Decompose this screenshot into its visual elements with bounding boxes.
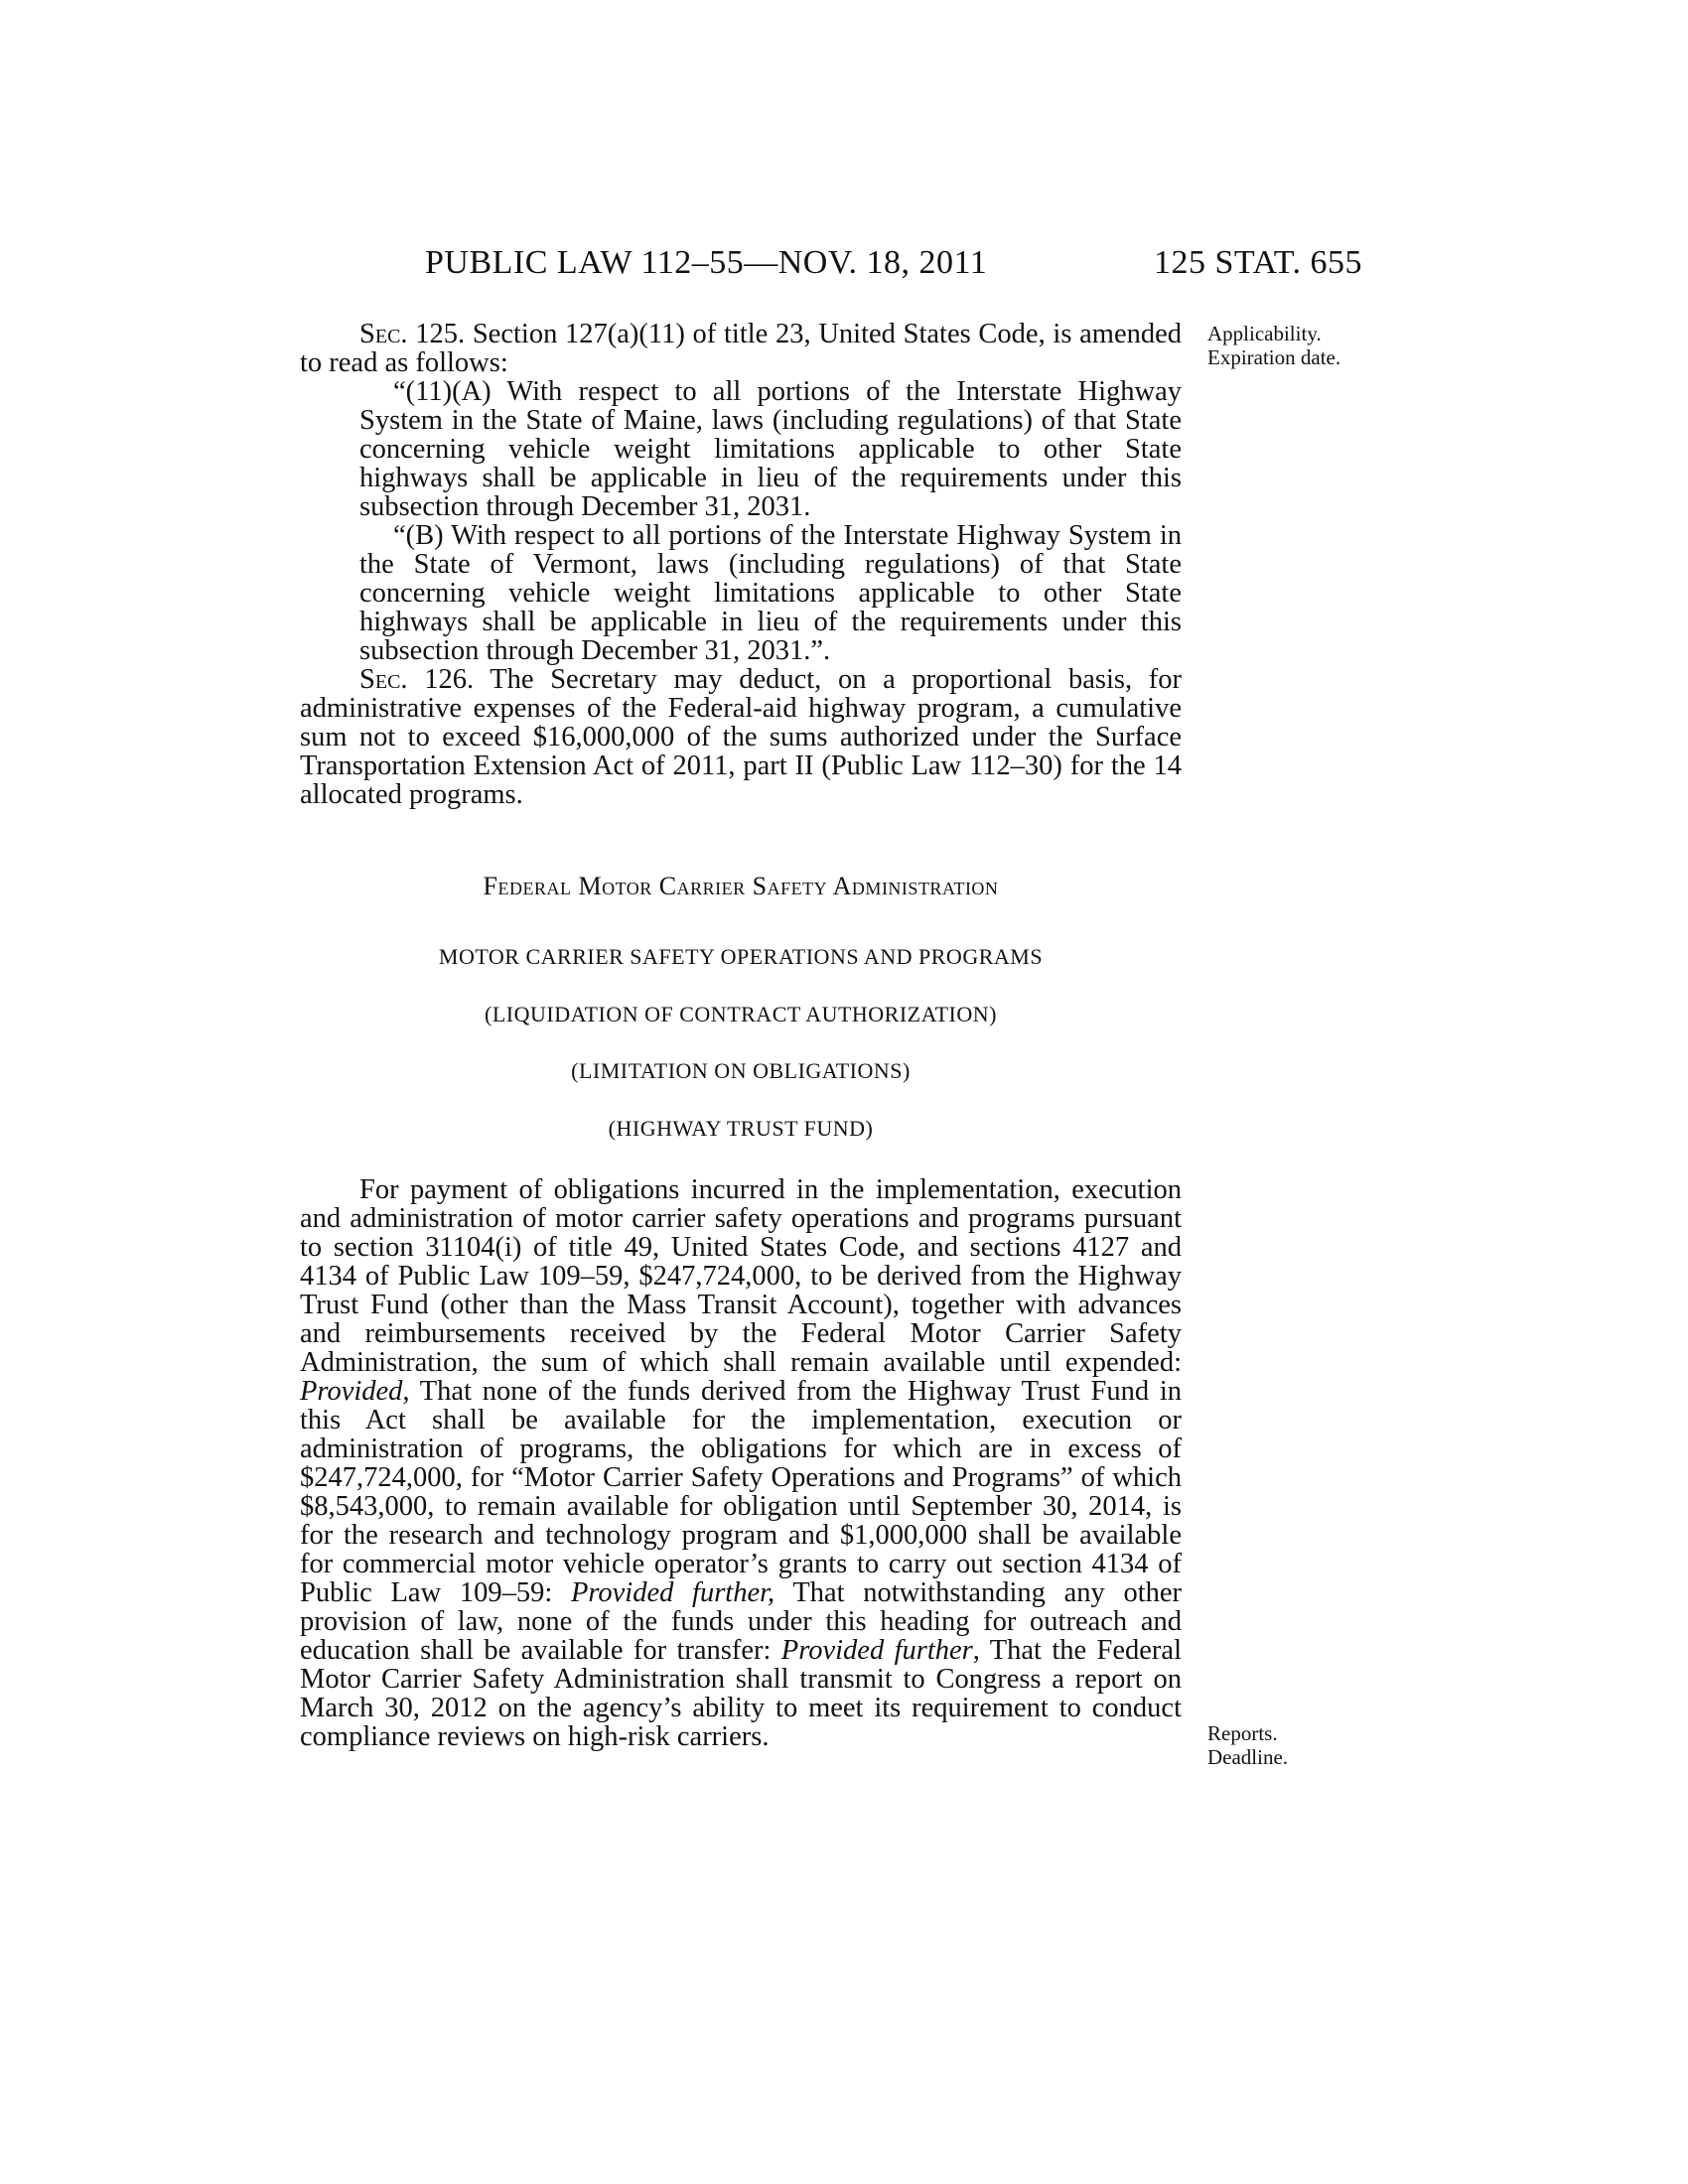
fmcsa-appropriation-paragraph (300, 1175, 1182, 1751)
margin-note-line: Deadline. (1207, 1745, 1289, 1769)
provided-further-proviso: Provided further, (570, 1577, 775, 1608)
fmcsa-text-part: That notwithstanding any other provision of law, none of the funds under this heading for outreach and education shall be available for transfer: (300, 1577, 1182, 1666)
margin-note-line: Applicability. (1207, 322, 1322, 345)
provided-further-proviso: Provided further (780, 1635, 973, 1666)
sec-125-intro-text: . 125. Section 127(a)(11) of title 23, United States Code, is amended to read as follows: (300, 319, 1182, 378)
margin-note-line: Reports. (1207, 1721, 1278, 1745)
sec-125-para-a: “(11)(A) With respect to all portions of the Interstate Highway System in the State of Maine, laws (including regulations) of that State concerning vehicle weight limitations applicable to other State highways shall be applicable in lieu of the requirements under this subsection through December 31, 2031. (359, 376, 1182, 522)
fmcsa-paragraph-text (300, 1175, 1182, 1751)
sec-126-text: . 126. The Secretary may deduct, on a proportional basis, for administrative expenses of the Federal-aid highway program, a cumulative sum not to exceed $16,000,000 of the sums authorized under the Surface Transportation Extension Act of 2011, part II (Public Law 112–30) for the 14 allocated programs. (300, 664, 1182, 810)
section-label: Sec (359, 664, 401, 695)
heading-account: MOTOR CARRIER SAFETY OPERATIONS AND PROGRAMS (438, 944, 1044, 969)
heading-limitation: (LIMITATION ON OBLIGATIONS) (571, 1058, 911, 1083)
margin-note-applicability (1207, 322, 1340, 369)
heading-agency: Federal Motor Carrier Safety Administration (483, 872, 999, 900)
sec-125-quoted-text (300, 377, 1182, 665)
section-125-126-block (300, 320, 1182, 809)
section-label: Sec (359, 319, 401, 349)
fmcsa-text-part: , That none of the funds derived from the Highway Trust Fund in this Act shall be available for the implementation, execution or administration of programs, the obligations for which are in excess of $247,724,000, for “Motor Carrier Safety Operations and Programs” of which $8,543,000, to remain available for obligation until September 30, 2014, is for the research and technology program and $1,000,000 shall be available for commercial motor vehicle operator’s grants to carry out section 4134 of Public Law 109–59: (300, 1376, 1182, 1608)
sec-125-intro (300, 320, 1182, 377)
page-header-title: PUBLIC LAW 112–55—NOV. 18, 2011 (425, 244, 988, 281)
sec-125-para-b: “(B) With respect to all portions of the Interstate Highway System in the State of Vermont, laws (including regulations) of that State concerning vehicle weight limitations applicable to other State highways shall be applicable in lieu of the requirements under this subsection through December 31, 2031.”. (359, 520, 1182, 666)
sec-126 (300, 665, 1182, 809)
page-header-stat: 125 STAT. 655 (1154, 244, 1362, 281)
heading-fund: (HIGHWAY TRUST FUND) (608, 1116, 874, 1141)
fmcsa-text-part: For payment of obligations incurred in the implementation, execution and administration of motor carrier safety operations and programs pursuant to section 31104(i) of title 49, United States Code, and sections 4127 and 4134 of Public Law 109–59, $247,724,000, to be derived from the Highway Trust Fund (other than the Mass Transit Account), together with advances and reimbursements received by the Federal Motor Carrier Safety Administration, the sum of which shall remain available until expended: (300, 1174, 1182, 1378)
fmcsa-text-part: , That the Federal Motor Carrier Safety Administration shall transmit to Congress a report on March 30, 2012 on the agency’s ability to meet its requirement to conduct compliance reviews on high-risk carriers. (300, 1635, 1182, 1752)
margin-note-reports (1207, 1721, 1288, 1769)
margin-note-line: Expiration date. (1207, 345, 1341, 369)
provided-proviso: Provided (300, 1376, 403, 1407)
heading-liquidation: (LIQUIDATION OF CONTRACT AUTHORIZATION) (485, 1002, 997, 1026)
